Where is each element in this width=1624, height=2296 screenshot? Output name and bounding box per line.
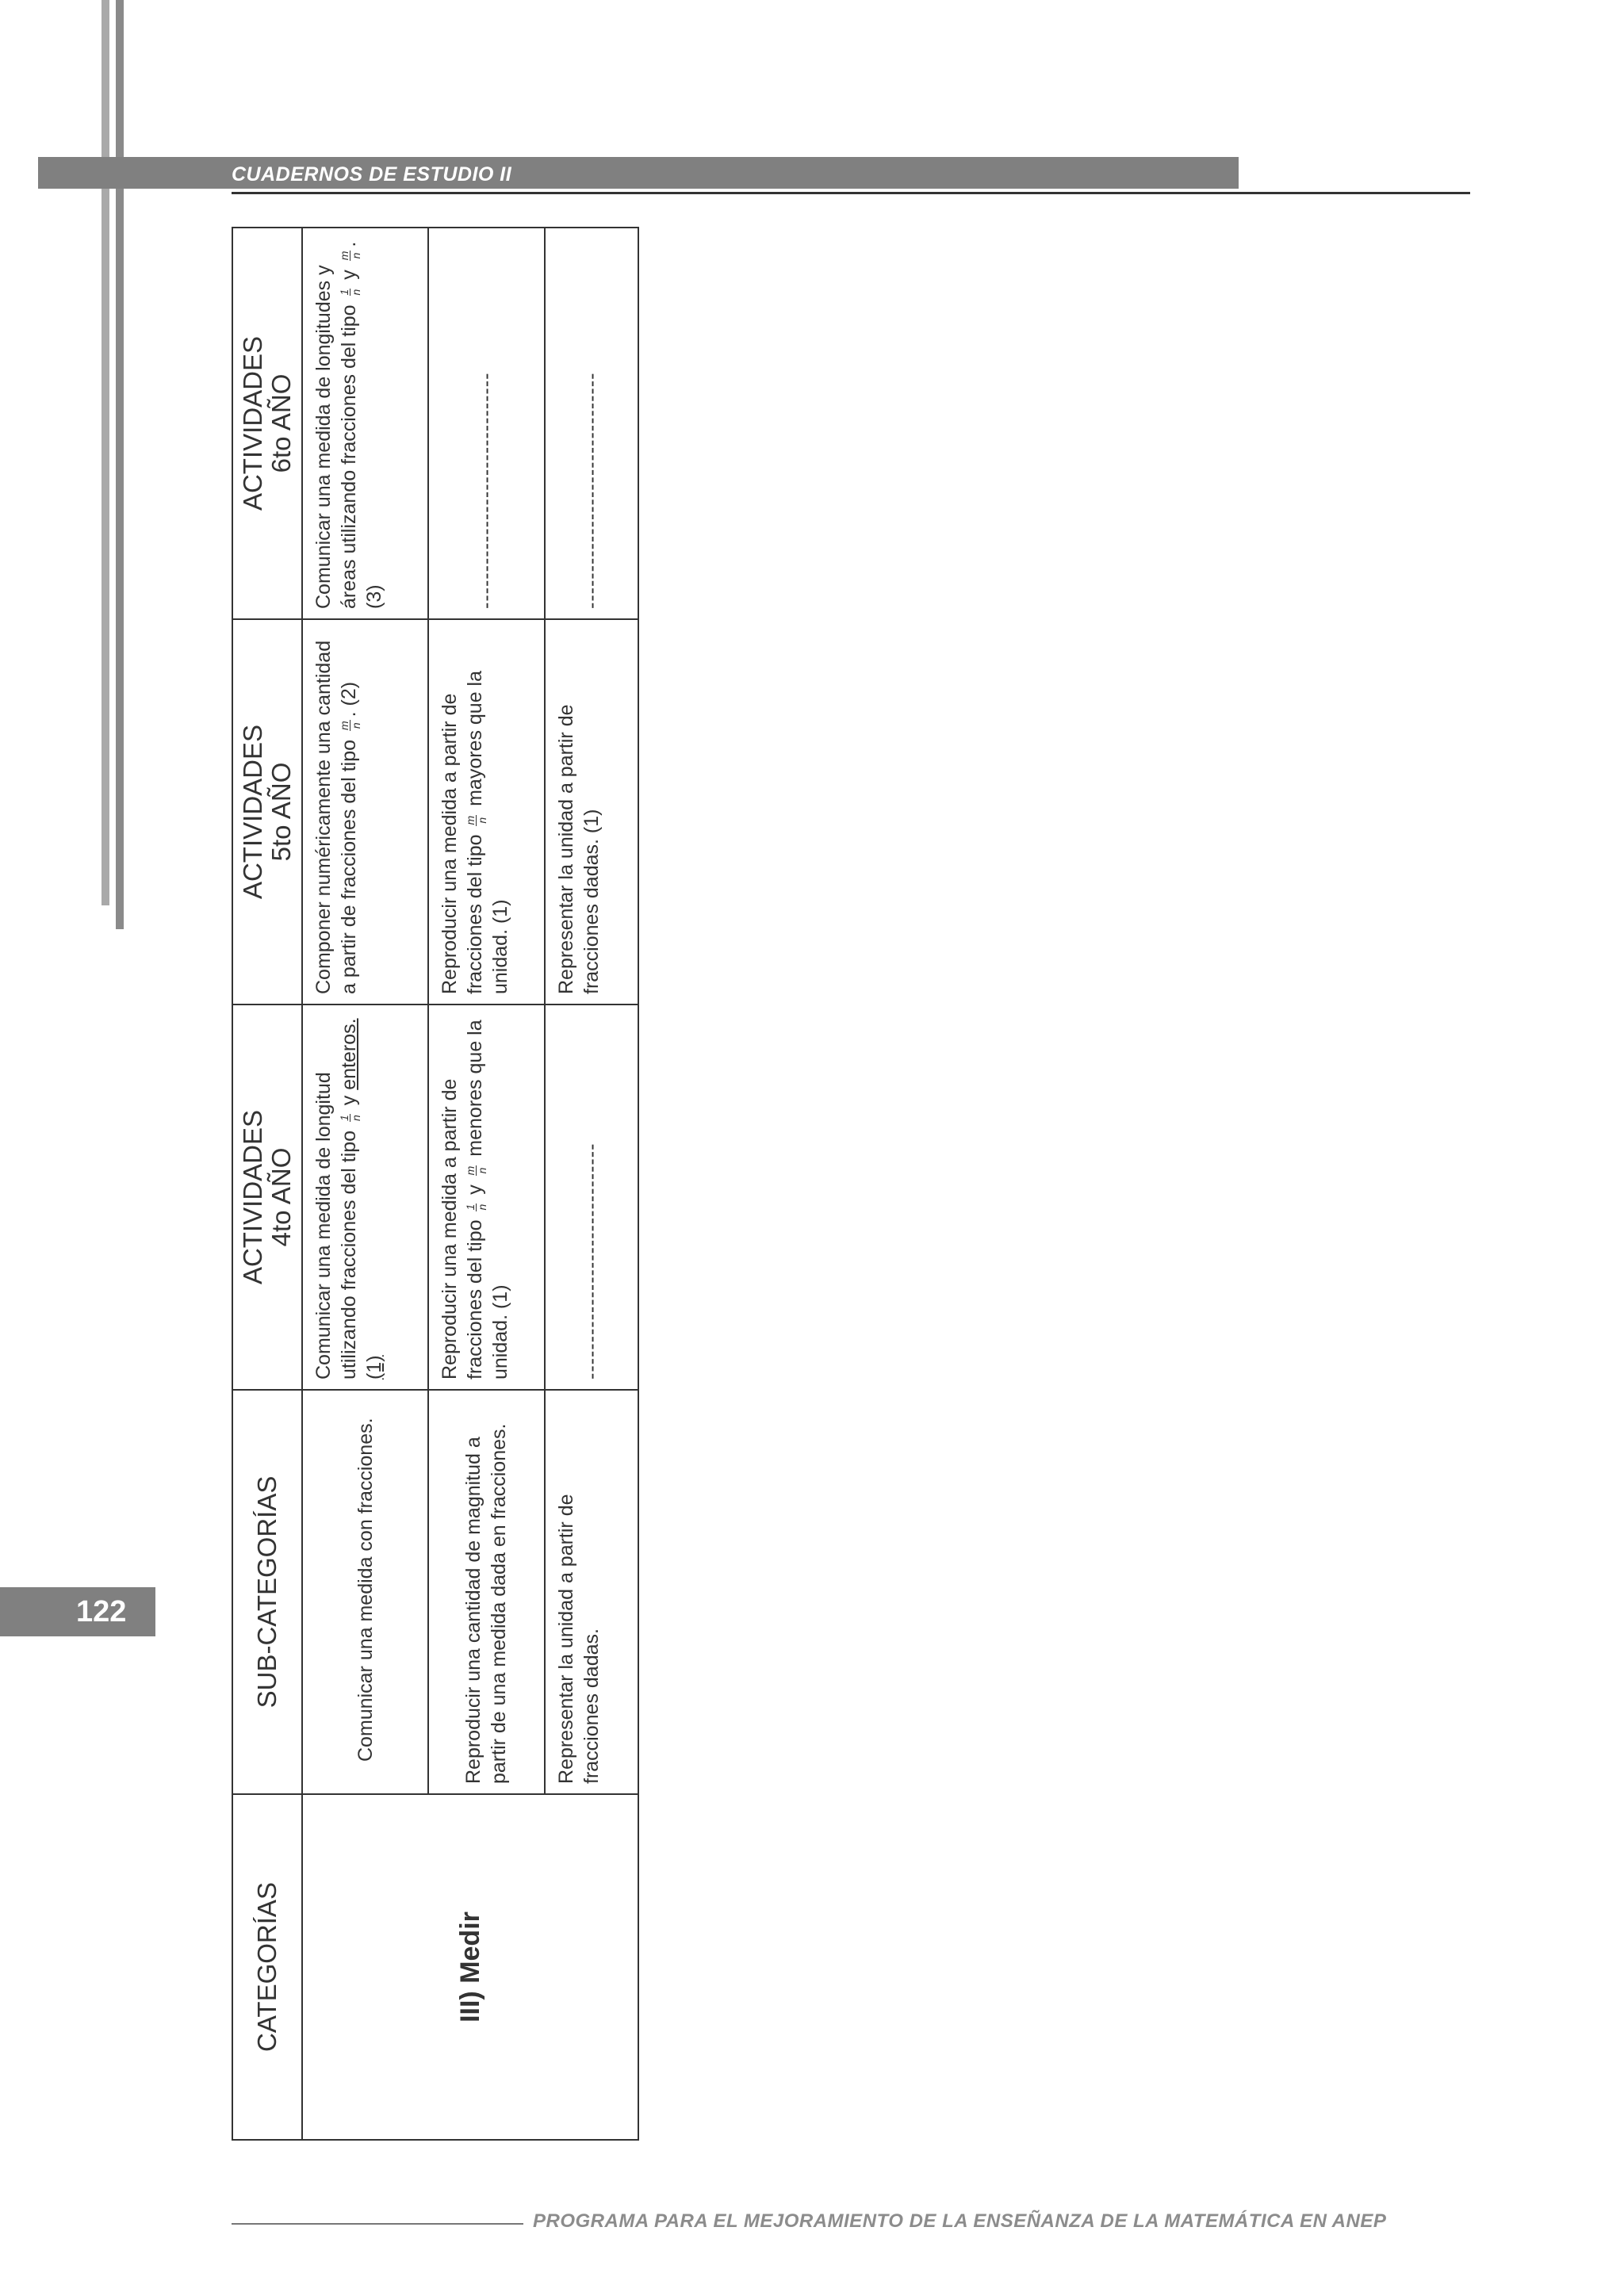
header-actividades-5to: [232, 619, 302, 1004]
activities-table: [232, 227, 639, 2141]
header-categorias: CATEGORÍAS: [232, 1794, 302, 2140]
row2-activity-6to: [428, 228, 545, 619]
row3-activity-5to: Representar la unidad a partir de fracciones dadas. (1): [545, 619, 638, 1004]
page-number: 122: [76, 1595, 127, 1628]
header-actividades-6to: [232, 228, 302, 619]
row3-activity-6to: [545, 228, 638, 619]
fraction-m-over-n: m n: [338, 251, 363, 261]
footer-text: PROGRAMA PARA EL MEJORAMIENTO DE LA ENSEÑANZA DE LA MATEMÁTICA EN ANEP: [533, 2210, 1387, 2232]
header-4to-year: 4to AÑO: [266, 1147, 297, 1247]
header-6to-title: ACTIVIDADES: [238, 335, 268, 511]
fraction-m-over-n: m n: [463, 1165, 488, 1176]
header-4to-title: ACTIVIDADES: [238, 1109, 268, 1285]
row1-activity-4to: Comunicar una medida de longitud utilizando fracciones del tipo 1 n y enteros.(1): [302, 1004, 428, 1390]
row2-activity-4to: Reproducir una medida a partir de fracciones del tipo 1 n y m n menores que la unidad. (1): [428, 1004, 545, 1390]
header-band: [38, 157, 1239, 189]
row2-activity-5to: Reproducir una medida a partir de fracciones del tipo m n mayores que la unidad. (1): [428, 619, 545, 1004]
header-rule: [232, 192, 1470, 194]
fraction-m-over-n: m n: [338, 721, 363, 731]
row3-activity-4to: [545, 1004, 638, 1390]
header-actividades-4to: [232, 1004, 302, 1390]
dashed-placeholder: --------------------------------: [580, 1142, 603, 1380]
row2-subcategory: Reproducir una cantidad de magnitud a partir de una medida dada en fracciones.: [428, 1390, 545, 1794]
header-title: CUADERNOS DE ESTUDIO II: [232, 163, 512, 186]
header-6to-year: 6to AÑO: [266, 373, 297, 473]
row3-subcategory: Representar la unidad a partir de fracciones dadas.: [545, 1390, 638, 1794]
footer-rule: [232, 2223, 523, 2225]
decorative-bar-left: [102, 0, 109, 905]
table-row: [302, 228, 428, 2140]
header-5to-title: ACTIVIDADES: [238, 724, 268, 900]
row1-subcategory: Comunicar una medida con fracciones.: [302, 1390, 428, 1794]
fraction-1-over-n: 1 n: [463, 1203, 488, 1211]
dashed-placeholder: --------------------------------: [475, 372, 498, 609]
decorative-bar-right: [116, 0, 124, 929]
row1-activity-6to: Comunicar una medida de longitudes y áreas utilizando fracciones del tipo 1 n y m n .(3): [302, 228, 428, 619]
fraction-1-over-n: 1 n: [338, 1115, 363, 1121]
table-header-row: [232, 228, 302, 2140]
activities-table-wrapper: [232, 228, 639, 2141]
header-subcategorias: SUB-CATEGORÍAS: [232, 1390, 302, 1794]
fraction-m-over-n: m n: [463, 815, 488, 825]
row1-activity-5to: Componer numéricamente una cantidad a partir de fracciones del tipo m n . (2): [302, 619, 428, 1004]
category-cell: III) Medir: [302, 1794, 638, 2140]
fraction-1-over-n: 1 n: [338, 289, 363, 296]
dashed-placeholder: --------------------------------: [580, 372, 603, 609]
header-5to-year: 5to AÑO: [266, 762, 297, 862]
